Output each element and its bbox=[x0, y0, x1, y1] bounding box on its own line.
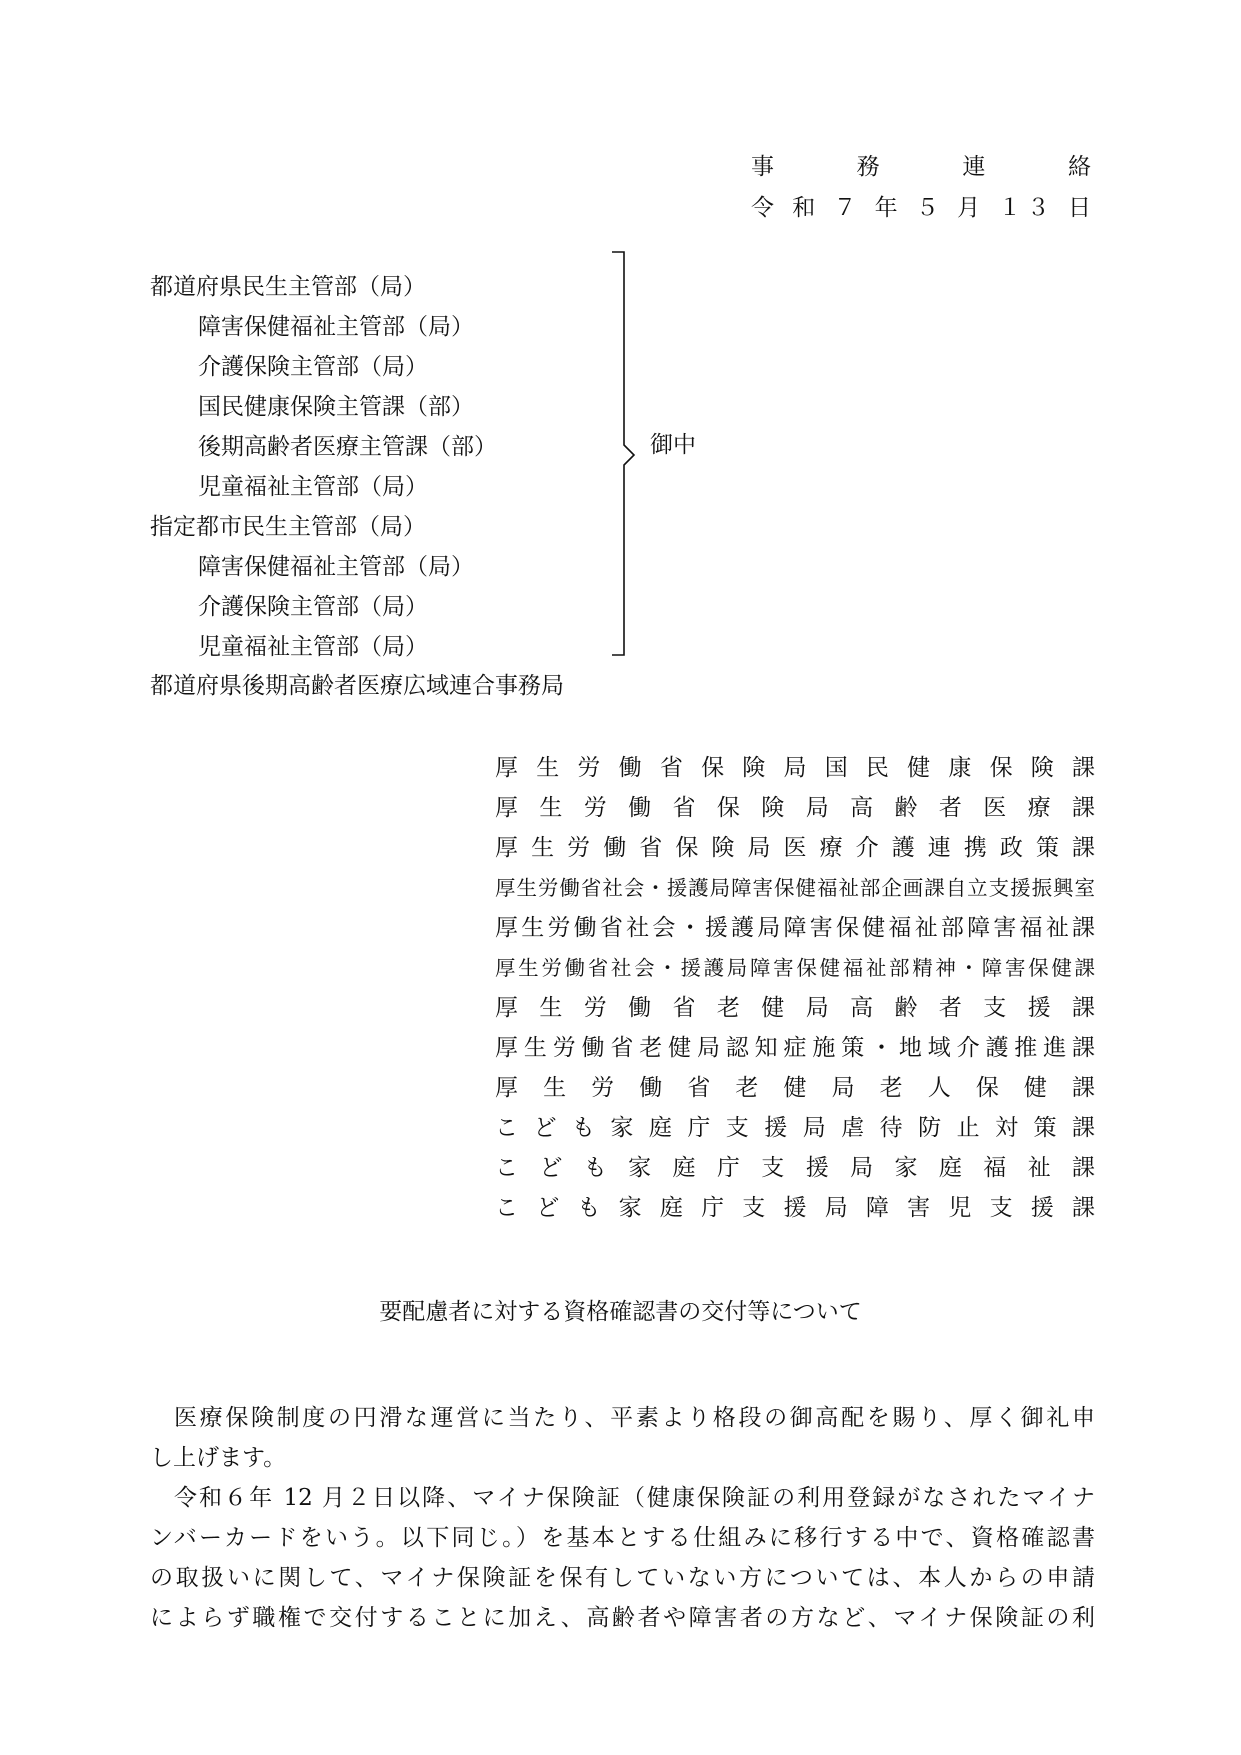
addressee-item: 障害保健福祉主管部（局） bbox=[198, 554, 474, 580]
addressee-brace bbox=[610, 250, 646, 660]
addressee-item: 後期高齢者医療主管課（部） bbox=[198, 434, 497, 460]
body-line: によらず職権で交付することに加え、高齢者や障害者の方など、マイナ保険証の利 bbox=[150, 1605, 1095, 1631]
addressee-item: 国民健康保険主管課（部） bbox=[198, 394, 474, 420]
sender-item: こども家庭庁支援局家庭福祉課 bbox=[495, 1155, 1095, 1181]
body-line: 医療保険制度の円滑な運営に当たり、平素より格段の御高配を賜り、厚く御礼申 bbox=[174, 1405, 1095, 1431]
addressee-item: 介護保険主管部（局） bbox=[198, 354, 428, 380]
sender-item: 厚生労働省社会・援護局障害保健福祉部企画課自立支援振興室 bbox=[495, 876, 1095, 900]
document-title: 要配慮者に対する資格確認書の交付等について bbox=[379, 1299, 862, 1325]
body-line: ンバーカードをいう。以下同じ。）を基本とする仕組みに移行する中で、資格確認書 bbox=[150, 1525, 1095, 1551]
sender-item: 厚生労働省老健局認知症施策・地域介護推進課 bbox=[495, 1035, 1095, 1061]
addressee-item: 都道府県民生主管部（局） bbox=[150, 274, 426, 300]
document-type-label: 事 務 連 絡 bbox=[751, 154, 1091, 180]
sender-item: 厚生労働省保険局国民健康保険課 bbox=[495, 755, 1095, 781]
sender-item: 厚生労働省保険局医療介護連携政策課 bbox=[495, 835, 1095, 861]
body-line: 令和６年 12 月２日以降、マイナ保険証（健康保険証の利用登録がなされたマイナ bbox=[174, 1485, 1095, 1511]
sender-item: 厚生労働省老健局老人保健課 bbox=[495, 1075, 1095, 1101]
sender-item: こども家庭庁支援局虐待防止対策課 bbox=[495, 1115, 1095, 1141]
addressee-item: 障害保健福祉主管部（局） bbox=[198, 314, 474, 340]
addressee-item: 指定都市民生主管部（局） bbox=[150, 514, 426, 540]
addressee-item: 都道府県後期高齢者医療広域連合事務局 bbox=[150, 673, 564, 699]
document-date: 令 和 ７ 年 ５ 月 １３ 日 bbox=[751, 195, 1091, 221]
sender-item: こども家庭庁支援局障害児支援課 bbox=[495, 1195, 1095, 1221]
addressee-item: 介護保険主管部（局） bbox=[198, 594, 428, 620]
body-line: し上げます。 bbox=[150, 1445, 287, 1471]
addressee-suffix: 御中 bbox=[650, 432, 696, 458]
sender-item: 厚生労働省老健局高齢者支援課 bbox=[495, 995, 1095, 1021]
sender-item: 厚生労働省社会・援護局障害保健福祉部精神・障害保健課 bbox=[495, 956, 1095, 980]
sender-item: 厚生労働省社会・援護局障害保健福祉部障害福祉課 bbox=[495, 915, 1095, 941]
addressee-item: 児童福祉主管部（局） bbox=[198, 634, 428, 660]
body-line: の取扱いに関して、マイナ保険証を保有していない方については、本人からの申請 bbox=[150, 1565, 1095, 1591]
addressee-item: 児童福祉主管部（局） bbox=[198, 474, 428, 500]
sender-item: 厚生労働省保険局高齢者医療課 bbox=[495, 795, 1095, 821]
